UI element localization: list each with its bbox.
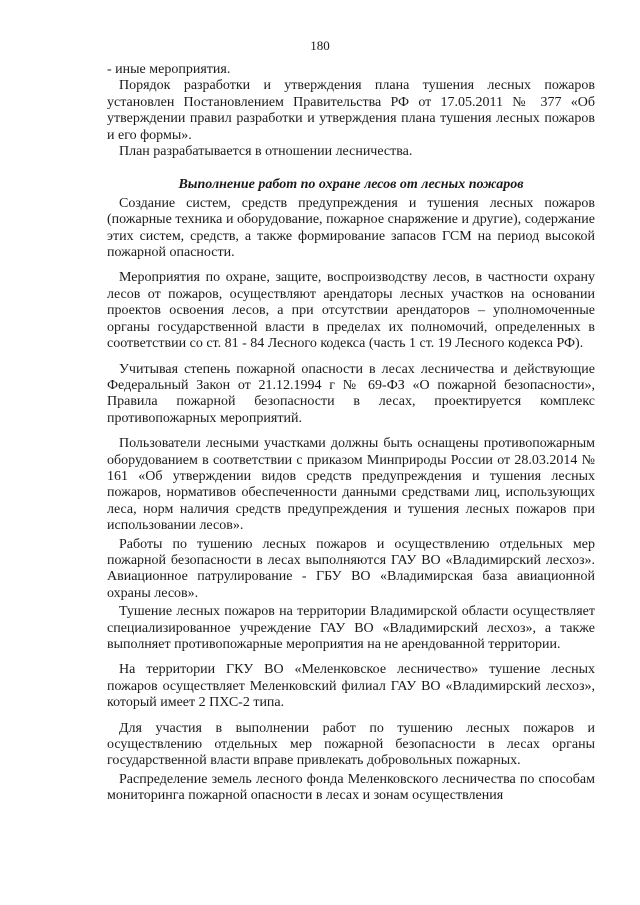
- paragraph-melenki-forestry: На территории ГКУ ВО «Меленковское лесничество» тушение лесных пожаров осуществляет Меленковский филиал ГАУ ВО «Владимирский лесхоз», который имеет 2 ПХС-2 типа.: [107, 662, 595, 711]
- paragraph-plan-scope: План разрабатывается в отношении лесничества.: [119, 144, 413, 160]
- paragraph-land-distribution: Распределение земель лесного фонда Меленковского лесничества по способам мониторинга пожарной опасности в лесах и зонам осуществления: [107, 771, 595, 804]
- paragraph-regional-firefighting: Тушение лесных пожаров на территории Владимирской области осуществляет специализированное учреждение ГАУ ВО «Владимирский лесхоз», а также выполняет противопожарные мероприятия на не арендованной территории.: [107, 604, 595, 652]
- paragraph-users-equipment: Пользователи лесными участками должны быть оснащены противопожарным оборудованием в соответствии с приказом Минприроды России от 28.03.2014 № 161 «Об утверждении видов средств предупреждения и тушения лесных пожаров, нормативов обеспеченности данными средствами лиц, использующих леса, норм наличия средств предупреждения и тушения лесных пожаров при использовании лесов».: [107, 436, 595, 534]
- paragraph-fire-danger: Учитывая степень пожарной опасности в лесах лесничества и действующие Федеральный Закон от 21.12.1994 г № 69-ФЗ «О пожарной безопасности», Правила пожарной безопасности в лесах, проектируется комплекс противопожарных мероприятий.: [107, 361, 595, 426]
- paragraph-volunteers: Для участия в выполнении работ по тушению лесных пожаров и осуществлению отдельных мер пожарной безопасности в лесах органы государственной власти вправе привлекать добровольных пожарных.: [107, 720, 595, 769]
- paragraph-plan-procedure: Порядок разработки и утверждения плана тушения лесных пожаров установлен Постановлением Правительства РФ от 17.05.2011 № 377 «Об утверждении правил разработки и утверждения плана тушения лесных пожаров и его формы».: [107, 78, 595, 143]
- document-body: [107, 62, 595, 805]
- page-number: 180: [310, 38, 330, 53]
- paragraph-protection-measures: Мероприятия по охране, защите, воспроизводству лесов, в частности охрану лесов от пожаров, осуществляют арендаторы лесных участков на основании проектов освоения лесов, а при отсутствии арендаторов – уполномоченные органы государственной власти в пределах их полномочий, определенных в соответствии со ст. 81 - 84 Лесного кодекса (часть 1 ст. 19 Лесного кодекса РФ).: [107, 270, 595, 352]
- paragraph-systems-creation: Создание систем, средств предупреждения и тушения лесных пожаров (пожарные техника и оборудование, пожарное снаряжение и другие), содержание этих систем, средств, а также формирование запасов ГСМ на период высокой пожарной опасности.: [107, 195, 595, 261]
- section-title: Выполнение работ по охране лесов от лесных пожаров: [178, 177, 524, 193]
- paragraph-firefighting-works: Работы по тушению лесных пожаров и осуществлению отдельных мер пожарной безопасности в лесах выполняются ГАУ ВО «Владимирский лесхоз». Авиационное патрулирование - ГБУ ВО «Владимирская база авиационной охраны лесов».: [107, 536, 595, 601]
- paragraph-other-measures: - иные мероприятия.: [107, 62, 231, 77]
